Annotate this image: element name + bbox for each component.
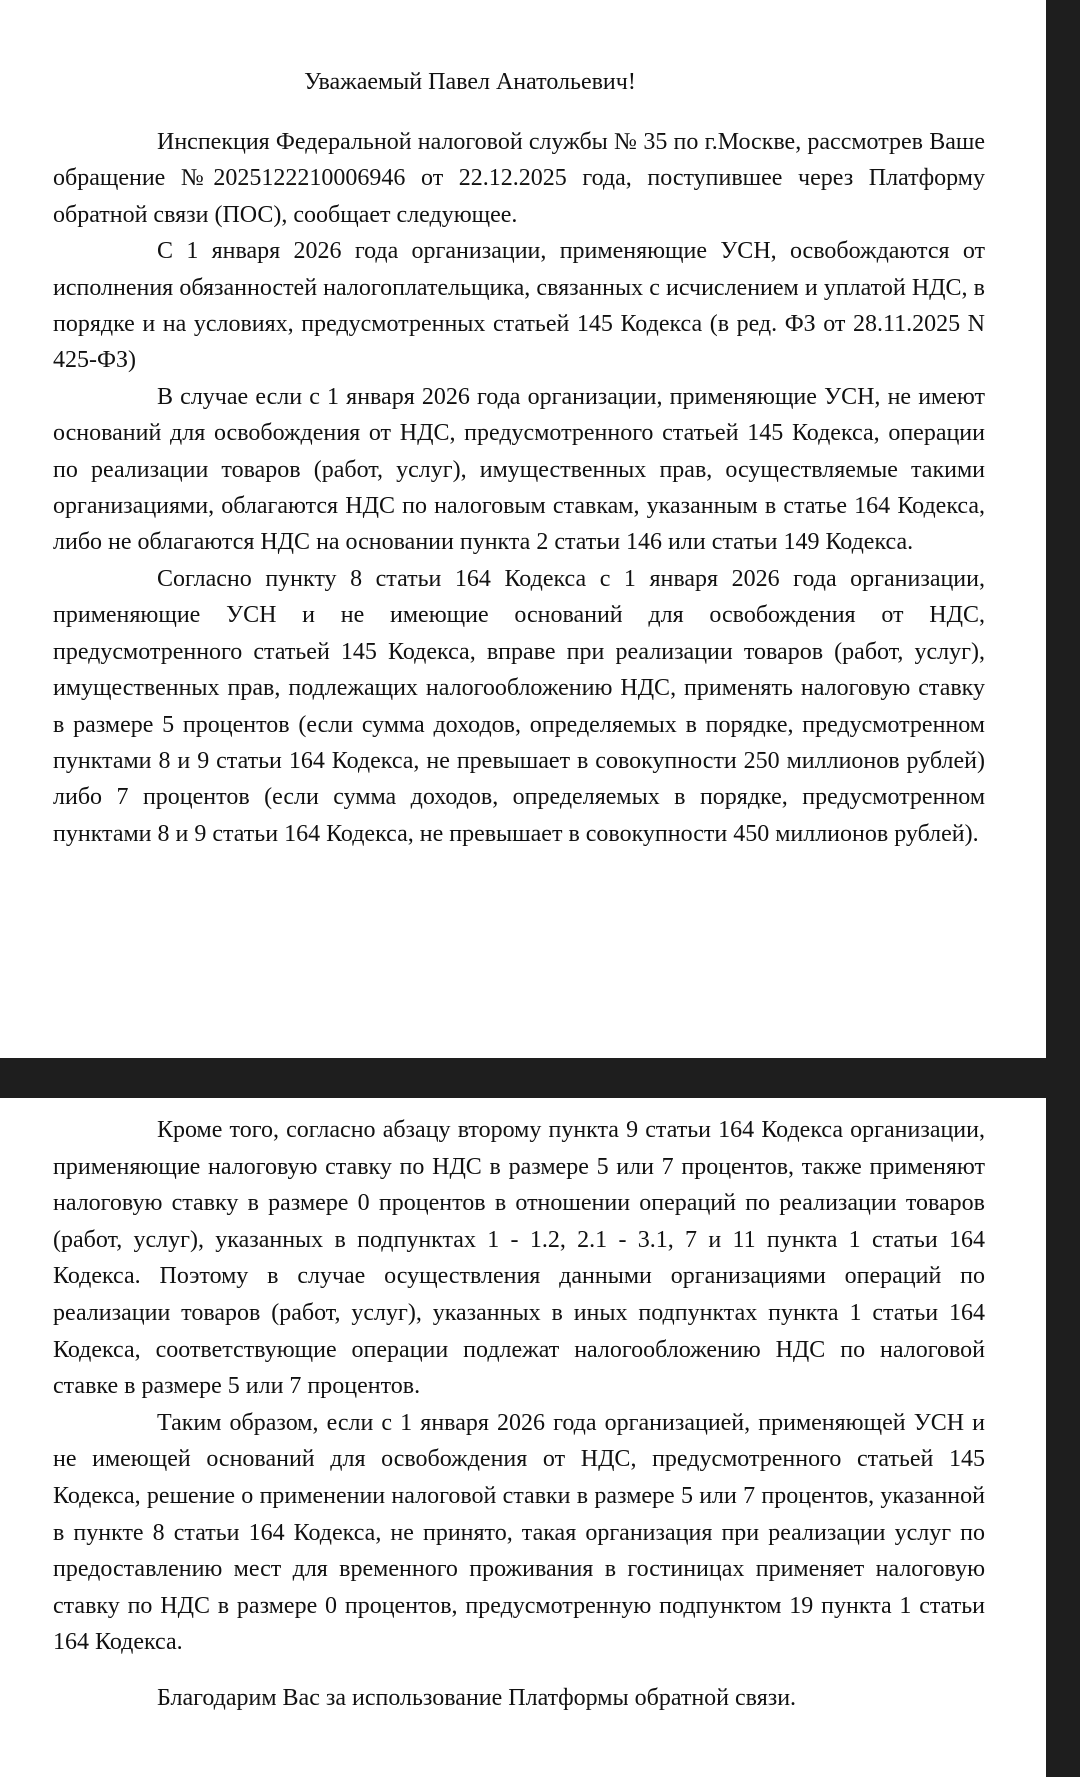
viewer-side-bar	[1046, 0, 1080, 1777]
paragraph-rates-5-7: Согласно пункту 8 статьи 164 Кодекса с 1 января 2026 года организации, применяющие УСН и не имеющие оснований для освобождения от НДС, предусмотренного статьей 145 Кодекса, вправе при реализации товаров (работ, услуг), имущественных прав, подлежащих налогообложению НДС, применять налоговую ставку в размере 5 процентов (если сумма доходов, определяемых в порядке, предусмотренном пунктами 8 и 9 статьи 164 Кодекса, не превышает в совокупности 250 миллионов рублей) либо 7 процентов (если сумма доходов, определяемых в порядке, предусмотренном пунктами 8 и 9 статьи 164 Кодекса, не превышает в совокупности 450 миллионов рублей).	[53, 565, 985, 847]
letter-body-part-1	[53, 124, 985, 852]
letter-closing: Благодарим Вас за использование Платформы обратной связи.	[157, 1684, 797, 1711]
paragraph-conclusion: Таким образом, если с 1 января 2026 года организацией, применяющей УСН и не имеющей оснований для освобождения от НДС, предусмотренного статьей 145 Кодекса, решение о применении налоговой ставки в размере 5 или 7 процентов, указанной в пункте 8 статьи 164 Кодекса, не принято, такая организация при реализации услуг по предоставлению мест для временного проживания в гостиницах применяет налоговую ставку по НДС в размере 0 процентов, предусмотренную подпунктом 19 пункта 1 статьи 164 Кодекса.	[53, 1409, 985, 1656]
page-separator	[0, 1058, 1080, 1098]
paragraph-usn-exemption: С 1 января 2026 года организации, применяющие УСН, освобождаются от исполнения обязанностей налогоплательщика, связанных с исчислением и уплатой НДС, в порядке и на условиях, предусмотренных статьей 145 Кодекса (в ред. ФЗ от 28.11.2025 N 425-ФЗ)	[53, 238, 985, 374]
letter-greeting: Уважаемый Павел Анатольевич!	[304, 69, 636, 95]
paragraph-zero-rate: Кроме того, согласно абзацу второму пункта 9 статьи 164 Кодекса организации, применяющие налоговую ставку по НДС в размере 5 или 7 процентов, также применяют налоговую ставку в размере 0 процентов в отношении операций по реализации товаров (работ, услуг), указанных в подпунктах 1 - 1.2, 2.1 - 3.1, 7 и 11 пункта 1 статьи 164 Кодекса. Поэтому в случае осуществления данными организациями операций по реализации товаров (работ, услуг), указанных в иных подпунктах пункта 1 статьи 164 Кодекса, соответствующие операции подлежат налогообложению НДС по налоговой ставке в размере 5 или 7 процентов.	[53, 1117, 985, 1400]
paragraph-intro: Инспекция Федеральной налоговой службы № 35 по г.Москве, рассмотрев Ваше обращение №2025122210006946 от 22.12.2025 года, поступившее через Платформу обратной связи (ПОС), сообщает следующее.	[53, 129, 985, 228]
paragraph-no-exemption: В случае если с 1 января 2026 года организации, применяющие УСН, не имеют оснований для освобождения от НДС, предусмотренного статьей 145 Кодекса, операции по реализации товаров (работ, услуг), имущественных прав, осуществляемые такими организациями, облагаются НДС по налоговым ставкам, указанным в статье 164 Кодекса, либо не облагаются НДС на основании пункта 2 статьи 146 или статьи 149 Кодекса.	[53, 383, 985, 556]
letter-body-part-2	[53, 1112, 985, 1717]
document-page-2	[0, 1098, 1046, 1777]
